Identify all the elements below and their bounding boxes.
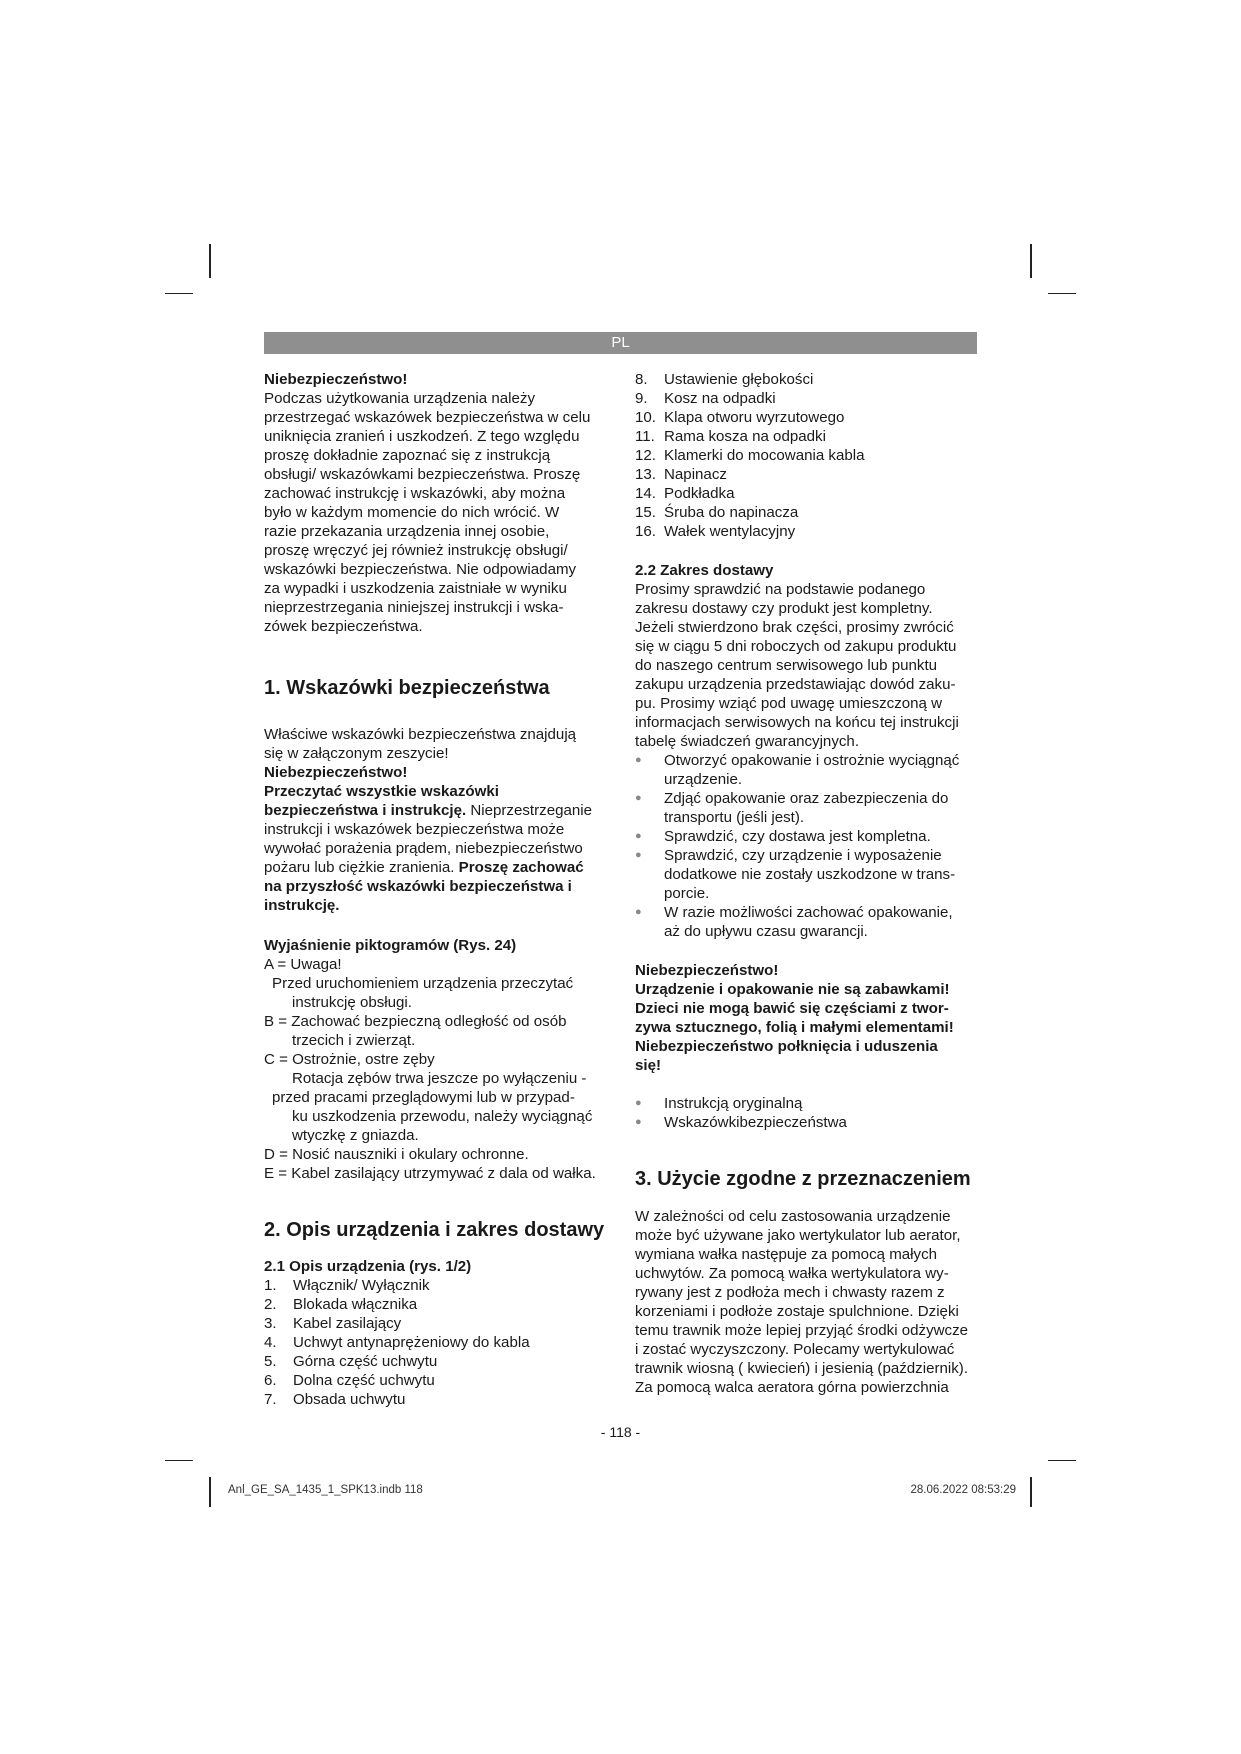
item-number: 9.: [635, 390, 648, 407]
footer-datetime: 28.06.2022 08:53:29: [910, 1484, 1016, 1496]
text-line: wymiana wałka następuje za pomocą małych: [635, 1246, 938, 1263]
pictogram-line: trzecich i zwierząt.: [292, 1032, 416, 1049]
text-line: przestrzegać wskazówek bezpieczeństwa w celu: [264, 409, 591, 426]
left-column: [264, 370, 609, 1409]
text-line: nieprzestrzegania niniejszej instrukcji i wska-: [264, 599, 564, 616]
list-item: [264, 1295, 609, 1314]
text-line: instrukcję.: [264, 897, 340, 914]
bullet-item: [635, 1113, 980, 1132]
bullet-text: dodatkowe nie zostały uszkodzone w trans-: [664, 866, 956, 883]
bullet-icon: ●: [635, 906, 642, 918]
warning-title: Niebezpieczeństwo!: [264, 764, 408, 781]
list-item: [264, 1276, 609, 1295]
text-line: [264, 858, 609, 877]
item-number: 7.: [264, 1391, 277, 1408]
text-line: Za pomocą walca aeratora górna powierzchnia: [635, 1379, 949, 1396]
page-number: - 118 -: [600, 1424, 641, 1440]
bullet-item: [635, 1094, 980, 1113]
bold-text: bezpieczeństwa i instrukcję.: [264, 802, 467, 819]
item-text: Dolna część uchwytu: [293, 1372, 435, 1389]
item-text: Uchwyt antynaprężeniowy do kabla: [293, 1334, 530, 1351]
item-number: 12.: [635, 447, 656, 464]
list-item: [635, 465, 980, 484]
bullet-item: [635, 751, 980, 789]
language-header-bar: PL: [264, 332, 977, 354]
pictogram-line: Przed uruchomieniem urządzenia przeczytać: [272, 975, 574, 992]
item-number: 14.: [635, 485, 656, 502]
text-line: trawnik wiosną ( kwiecień) i jesienią (październik).: [635, 1360, 969, 1377]
crop-mark: [1048, 1460, 1076, 1461]
pictogram-line: ku uszkodzenia przewodu, należy wyciągnąć: [292, 1108, 593, 1125]
bullet-text: transportu (jeśli jest).: [664, 809, 805, 826]
list-item: [264, 1390, 609, 1409]
text-line: się w ciągu 5 dni roboczych od zakupu produktu: [635, 638, 957, 655]
bullet-icon: ●: [635, 1097, 642, 1109]
warning-title: Niebezpieczeństwo!: [264, 371, 408, 388]
text-line: za wypadki i uszkodzenia zaistniałe w wyniku: [264, 580, 567, 597]
pictogram-title: Wyjaśnienie piktogramów (Rys. 24): [264, 937, 517, 954]
text-line: wskazówki bezpieczeństwa. Nie odpowiadamy: [264, 561, 577, 578]
pictogram-line: B = Zachować bezpieczną odległość od osób: [264, 1013, 567, 1030]
warning-line: Dzieci nie mogą bawić się częściami z twor-: [635, 1000, 949, 1017]
text-line: informacjach serwisowych na końcu tej instrukcji: [635, 714, 959, 731]
section-heading-2: 2. Opis urządzenia i zakres dostawy: [264, 1219, 605, 1241]
list-item: [635, 408, 980, 427]
pictogram-line: A = Uwaga!: [264, 956, 342, 973]
text-line: Przeczytać wszystkie wskazówki: [264, 783, 499, 800]
text-line: razie przekazania urządzenia innej osobie,: [264, 523, 550, 540]
bullet-item: [635, 827, 980, 846]
text-line: i zostać wyczyszczony. Polecamy wertykulować: [635, 1341, 955, 1358]
text-line: pu. Prosimy wziąć pod uwagę umieszczoną w: [635, 695, 943, 712]
text-line: rywany jest z podłoża mech i chwasty razem z: [635, 1284, 945, 1301]
warning-title: Niebezpieczeństwo!: [635, 962, 779, 979]
bullet-text: aż do upływu czasu gwarancji.: [664, 923, 868, 940]
list-item: [264, 1333, 609, 1352]
crop-mark: [1030, 1477, 1032, 1507]
bullet-icon: ●: [635, 1116, 642, 1128]
bullet-icon: ●: [635, 754, 642, 766]
list-item: [264, 1352, 609, 1371]
list-item: [635, 484, 980, 503]
bullet-text: Instrukcją oryginalną: [664, 1095, 803, 1112]
text: Nieprzestrzeganie: [466, 802, 593, 819]
text-line: było w każdym momencie do nich wrócić. W: [264, 504, 560, 521]
warning-line: Urządzenie i opakowanie nie są zabawkami!: [635, 981, 950, 998]
crop-mark: [1030, 244, 1032, 278]
bullet-text: Zdjąć opakowanie oraz zabezpieczenia do: [664, 790, 949, 807]
item-text: Podkładka: [664, 485, 735, 502]
item-number: 5.: [264, 1353, 277, 1370]
text-line: zakresu dostawy czy produkt jest kompletny.: [635, 600, 933, 617]
text-line: do naszego centrum serwisowego lub punktu: [635, 657, 938, 674]
text-line: uchwytów. Za pomocą wałka wertykulatora wy-: [635, 1265, 949, 1282]
text-line: temu trawnik może lepiej przyjąć środki odżywcze: [635, 1322, 969, 1339]
item-text: Śruba do napinacza: [664, 504, 799, 521]
pictogram-line: E = Kabel zasilający utrzymywać z dala od wałka.: [264, 1165, 596, 1182]
right-column: [635, 370, 980, 1397]
section-heading-1: 1. Wskazówki bezpieczeństwa: [264, 677, 550, 699]
text-line: instrukcji i wskazówek bezpieczeństwa może: [264, 821, 565, 838]
bullet-text: W razie możliwości zachować opakowanie,: [664, 904, 953, 921]
bullet-icon: ●: [635, 849, 642, 861]
bullet-text: Sprawdzić, czy dostawa jest kompletna.: [664, 828, 931, 845]
item-number: 13.: [635, 466, 656, 483]
text-line: proszę wręczyć jej również instrukcję obsługi/: [264, 542, 568, 559]
bullet-text: Otworzyć opakowanie i ostrożnie wyciągnąć: [664, 752, 960, 769]
bullet-item: [635, 789, 980, 827]
pictogram-line: przed pracami przeglądowymi lub w przypad-: [272, 1089, 575, 1106]
text-line: tabelę świadczeń gwarancyjnych.: [635, 733, 860, 750]
warning-line: się!: [635, 1057, 662, 1074]
crop-mark: [1048, 293, 1076, 294]
list-item: [635, 446, 980, 465]
section-heading-3: 3. Użycie zgodne z przeznaczeniem: [635, 1168, 971, 1190]
text-line: obsługi/ wskazówkami bezpieczeństwa. Proszę: [264, 466, 581, 483]
item-number: 16.: [635, 523, 656, 540]
text-line: Prosimy sprawdzić na podstawie podanego: [635, 581, 926, 598]
item-number: 1.: [264, 1277, 277, 1294]
bullet-item: [635, 903, 980, 941]
crop-mark: [165, 293, 193, 294]
item-number: 4.: [264, 1334, 277, 1351]
item-text: Napinacz: [664, 466, 727, 483]
pictogram-line: instrukcję obsługi.: [292, 994, 412, 1011]
item-text: Włącznik/ Wyłącznik: [293, 1277, 430, 1294]
bullet-text: Wskazówkibezpieczeństwa: [664, 1114, 847, 1131]
crop-mark: [165, 1460, 193, 1461]
list-item: [264, 1371, 609, 1390]
list-item: [635, 522, 980, 541]
crop-mark: [209, 244, 211, 278]
crop-mark: [209, 1477, 211, 1507]
item-text: Blokada włącznika: [293, 1296, 418, 1313]
warning-line: zywa sztucznego, folią i małymi elementami!: [635, 1019, 954, 1036]
item-number: 3.: [264, 1315, 277, 1332]
text-line: zówek bezpieczeństwa.: [264, 618, 423, 635]
item-text: Rama kosza na odpadki: [664, 428, 826, 445]
list-item: [635, 389, 980, 408]
bold-text: Proszę zachować: [454, 859, 584, 876]
list-item: [635, 370, 980, 389]
item-text: Wałek wentylacyjny: [664, 523, 796, 540]
text: pożaru lub ciężkie zranienia.: [264, 859, 455, 876]
list-item: [635, 427, 980, 446]
text-line: korzeniami i podłoże zostaje spulchnione. Dzięki: [635, 1303, 959, 1320]
item-text: Ustawienie głębokości: [664, 371, 814, 388]
bullet-text: urządzenie.: [664, 771, 743, 788]
item-number: 2.: [264, 1296, 277, 1313]
subsection-heading: 2.1 Opis urządzenia (rys. 1/2): [264, 1258, 472, 1275]
text-line: Jeżeli stwierdzono brak części, prosimy zwrócić: [635, 619, 954, 636]
text-line: Właściwe wskazówki bezpieczeństwa znajdują: [264, 726, 577, 743]
item-text: Kosz na odpadki: [664, 390, 776, 407]
text-line: na przyszłość wskazówki bezpieczeństwa i: [264, 878, 572, 895]
item-text: Klapa otworu wyrzutowego: [664, 409, 845, 426]
text-line: Podczas użytkowania urządzenia należy: [264, 390, 536, 407]
warning-line: Niebezpieczeństwo połknięcia i uduszenia: [635, 1038, 938, 1055]
item-number: 15.: [635, 504, 656, 521]
bullet-text: Sprawdzić, czy urządzenie i wyposażenie: [664, 847, 942, 864]
pictogram-line: D = Nosić nauszniki i okulary ochronne.: [264, 1146, 529, 1163]
bullet-icon: ●: [635, 792, 642, 804]
text-line: wywołać porażenia prądem, niebezpieczeństwo: [264, 840, 583, 857]
bullet-icon: ●: [635, 830, 642, 842]
item-number: 11.: [635, 428, 655, 445]
list-item: [635, 503, 980, 522]
pictogram-line: Rotacja zębów trwa jeszcze po wyłączeniu -: [292, 1070, 587, 1087]
item-text: Klamerki do mocowania kabla: [664, 447, 865, 464]
text-line: się w załączonym zeszycie!: [264, 745, 449, 762]
bullet-text: porcie.: [664, 885, 710, 902]
text-line: W zależności od celu zastosowania urządzenie: [635, 1208, 951, 1225]
item-number: 6.: [264, 1372, 277, 1389]
pictogram-line: wtyczkę z gniazda.: [292, 1127, 419, 1144]
item-number: 10.: [635, 409, 656, 426]
text-line: może być używane jako wertykulator lub aerator,: [635, 1227, 961, 1244]
subsection-heading: 2.2 Zakres dostawy: [635, 562, 774, 579]
item-text: Górna część uchwytu: [293, 1353, 438, 1370]
text-line: proszę dokładnie zapoznać się z instrukcją: [264, 447, 551, 464]
item-text: Obsada uchwytu: [293, 1391, 406, 1408]
item-text: Kabel zasilający: [293, 1315, 402, 1332]
pictogram-line: C = Ostrożnie, ostre zęby: [264, 1051, 435, 1068]
text-line: zakupu urządzenia przedstawiając dowód zaku-: [635, 676, 956, 693]
bullet-item: [635, 846, 980, 903]
text-line: [264, 801, 609, 820]
footer-file: Anl_GE_SA_1435_1_SPK13.indb 118: [228, 1484, 423, 1496]
list-item: [264, 1314, 609, 1333]
text-line: uniknięcia zranień i uszkodzeń. Z tego względu: [264, 428, 580, 445]
text-line: zachować instrukcję i wskazówki, aby można: [264, 485, 566, 502]
item-number: 8.: [635, 371, 648, 388]
